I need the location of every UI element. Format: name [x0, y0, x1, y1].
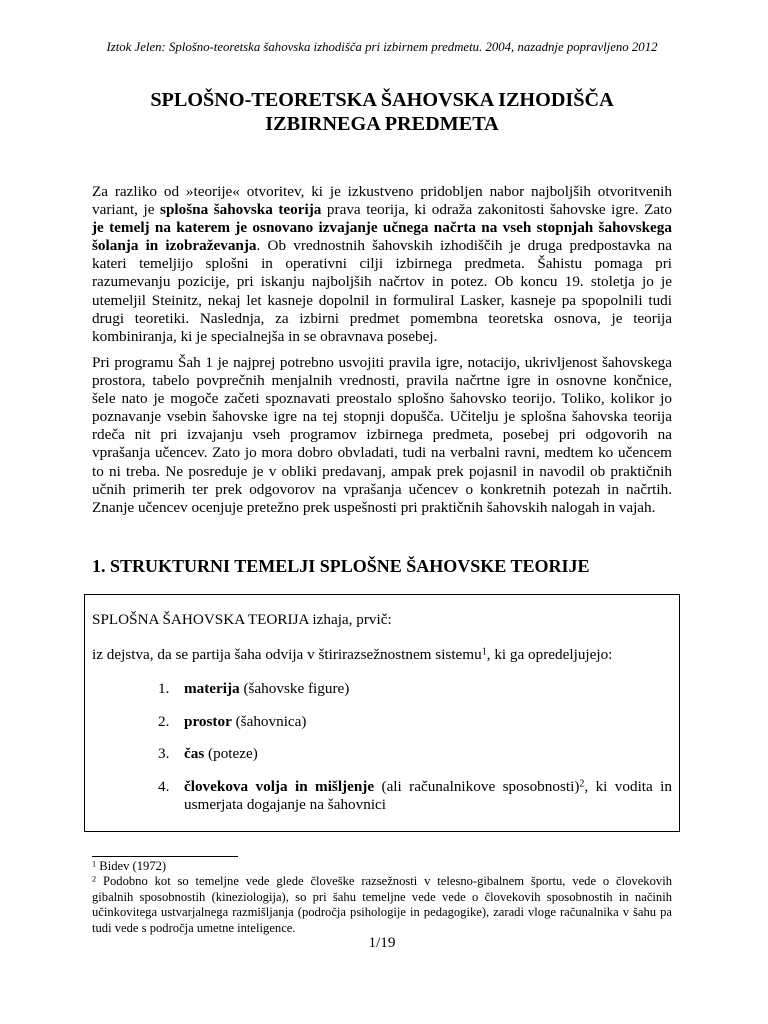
text-line: [92, 646, 672, 664]
footnote-separator: [92, 856, 238, 857]
text-line: [92, 426, 672, 444]
text-run: Za razliko od »teorije« otvoritev, ki je izkustveno pridobljen nabor najboljših otvoritvenih: [92, 183, 672, 200]
footnote-ref: 1: [481, 646, 487, 658]
body-paragraph: [92, 354, 672, 517]
text-line: [92, 292, 672, 310]
text-run: (šahovske figure): [239, 680, 350, 698]
dimension-text: [184, 713, 672, 731]
text-line: [92, 237, 672, 255]
text-run: (šahovnica): [231, 712, 307, 730]
text-run: Bidev (1972): [96, 859, 167, 873]
text-line: [92, 859, 672, 874]
dimension-item: [158, 680, 672, 698]
bold-text: prostor: [184, 712, 232, 730]
box-lead-text: SPLOŠNA ŠAHOVSKA TEORIJA izhaja, prvič:: [92, 611, 392, 628]
footnote-ref: 2: [92, 874, 97, 884]
text-run: gibalnih sposobnostih (kineziologija), so pri šahu temeljne vede vede o človekovih sposobnostih in načinih: [92, 889, 672, 904]
text-run: utemeljil Steinitz, nekaj let kasneje dopolnil in formuliral Lasker, kasneje pa spopolnili tudi: [92, 291, 672, 309]
footnote-ref: 1: [92, 859, 97, 869]
bold-text: šolanja in izobraževanja: [92, 237, 257, 255]
text-run: vprašanja učencev. Zato jo mora dobro obvladati, tudi na verbalni ravni, medtem ko učencem: [92, 444, 672, 462]
dimension-text: [184, 778, 672, 814]
text-line: [184, 778, 672, 796]
text-run: rdeča nit pri izvajanju vseh programov izbirnega predmeta, posebej pri odgovorih na: [92, 426, 672, 444]
text-line: [92, 255, 672, 273]
text-line: [184, 713, 672, 731]
text-run: razumevanju pozicije, pri iskanju najboljših načrtov in potez. Ob koncu 19. stoletja jo je: [92, 273, 672, 291]
text-run: Znanje učencev ocenjuje pretežno prek uspešnosti pri praktičnih šahovskih nalogah in vajah.: [92, 498, 656, 516]
bold-text: splošna šahovska teorija: [160, 201, 322, 219]
text-run: kateri temeljijo splošni in operativni cilji izbirnega predmeta. Šahistu pomaga pri: [92, 255, 672, 273]
text-run: prostora, tabelo povprečnih menjalnih vrednosti, pravila načrtne igre in osnovne končnice,: [92, 372, 672, 390]
text-run: . Ob vrednostnih šahovskih izhodiščih je druga predpostavka na: [256, 237, 672, 255]
list-number: 1.: [158, 680, 170, 698]
dimension-item: [158, 745, 672, 763]
bold-text: materija: [184, 680, 240, 698]
text-run: poznavanje vsebin šahovske igre na tej stopnji dopušča. Učitelju je splošna šahovska teorija: [92, 408, 672, 426]
list-number: 3.: [158, 745, 170, 763]
text-line: [184, 680, 672, 698]
dimension-item: [158, 712, 672, 731]
text-run: variant, je: [92, 201, 161, 219]
footnote-ref: 2: [579, 778, 585, 790]
title-line: IZBIRNEGA PREDMETA: [265, 113, 499, 135]
dimension-item: [158, 777, 672, 814]
text-line: [92, 890, 672, 905]
dimension-list: [92, 680, 679, 814]
running-header: Iztok Jelen: Splošno-teoretska šahovska izhodišča pri izbirnem predmetu. 2004, nazadnje popravljeno 2012: [106, 40, 658, 54]
title-line: SPLOŠNO-TEORETSKA ŠAHOVSKA IZHODIŠČA: [150, 89, 614, 111]
text-run: kombiniranja, ki je specialnejša in se obravnava posebej.: [92, 327, 438, 345]
list-number: 4.: [158, 777, 170, 795]
text-run: , ki ga opredeljujejo:: [486, 646, 613, 664]
footnote: [92, 859, 672, 874]
bold-text: človekova volja in mišljenje: [184, 777, 375, 795]
text-run: , ki vodita in: [584, 777, 672, 795]
text-line: [92, 372, 672, 390]
text-line: [92, 310, 672, 328]
text-line: [92, 390, 672, 408]
text-line: [92, 874, 672, 889]
dimension-text: [184, 745, 672, 763]
text-run: tudi vede s področja umetne inteligence.: [92, 920, 296, 935]
page-number: 1/19: [368, 934, 396, 951]
bold-text: čas: [184, 745, 205, 763]
text-run: učinkovitega ustvarjalnega razmišljanja (področja psihologije in pedagogike), zaradi vloge računalnika v šahu pa: [92, 905, 672, 920]
body-paragraph: [92, 183, 672, 346]
text-run: šele nato je mogoče začeti spoznavati preostalo splošno šahovsko teorijo. Toliko, kolikor jo: [92, 390, 672, 408]
text-line: [92, 201, 672, 219]
text-run: to ni treba. Ne posreduje je v obliki predavanj, ampak prek pojasnil in navodil ob praktičnih: [92, 462, 672, 480]
text-line: [92, 463, 672, 481]
text-line: [92, 328, 672, 346]
dimension-text: [184, 680, 672, 698]
text-run: Pri programu Šah 1 je najprej potrebno usvojiti pravila igre, notacijo, ukrivljenost šahovskega: [92, 354, 672, 371]
section-heading: 1. STRUKTURNI TEMELJI SPLOŠNE ŠAHOVSKE TEORIJE: [92, 556, 590, 576]
text-line: [92, 219, 672, 237]
text-run: prava teorija, ki odraža zakonitosti šahovske igre. Zato: [321, 201, 672, 219]
bold-text: je temelj na katerem je osnovano izvajanje učnega načrta na vseh stopnjah šahovskega: [92, 219, 672, 237]
text-run: (poteze): [204, 745, 258, 763]
text-line: [184, 796, 672, 814]
document-title: [92, 88, 672, 136]
footnote: [92, 874, 672, 936]
text-line: [92, 499, 672, 517]
text-run: drugi teoretiki. Naslednja, za izbirni predmet pomembna teoretska osnova, je teorija: [92, 309, 672, 327]
text-line: [92, 183, 672, 201]
list-number: 2.: [158, 712, 170, 730]
text-line: [92, 481, 672, 499]
text-line: [92, 273, 672, 291]
theory-box: [84, 594, 680, 832]
text-run: (ali računalnikove sposobnosti): [374, 777, 580, 795]
text-run: Podobno kot so temeljne vede glede človeške razsežnosti v telesno-gibalnem športu, vede o človekovih: [96, 874, 672, 889]
text-run: učnih primerih ter prek odgovorov na vprašanja učencev o konkretnih potezah in načrtih.: [92, 480, 672, 498]
text-line: [92, 354, 672, 372]
text-run: usmerjata dogajanje na šahovnici: [184, 796, 387, 814]
footnotes: [92, 859, 672, 936]
text-line: [92, 444, 672, 462]
box-premise-text: [92, 646, 672, 664]
text-line: [92, 905, 672, 920]
text-run: iz dejstva, da se partija šaha odvija v štirirazsežnostnem sistemu: [92, 646, 482, 664]
text-line: [184, 745, 672, 763]
text-line: [92, 408, 672, 426]
